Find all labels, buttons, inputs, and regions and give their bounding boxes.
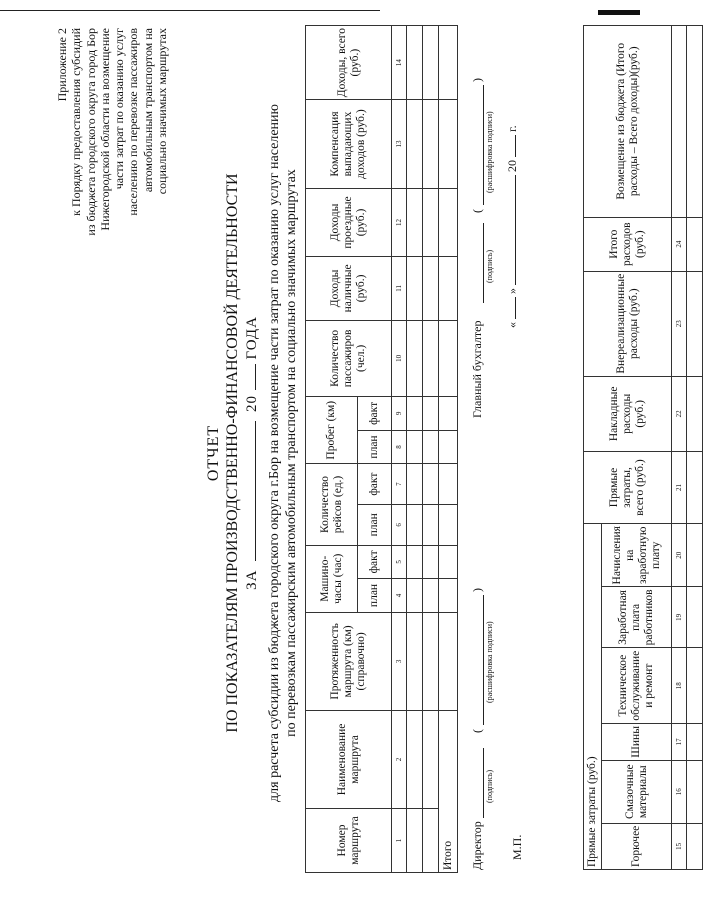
accountant-paren-open: ( [470,209,484,213]
date-year: 20 [505,160,519,172]
header-trips: Количество рейсов (ед.) [306,464,358,545]
column-number: 24 [672,217,687,271]
director-label: Директор [470,821,484,870]
column-number: 23 [672,271,687,376]
director-paren-open: ( [470,729,484,733]
header-salary: Заработная плата работников [602,587,672,648]
accountant-name-caption: (расшифровка подписи) [485,111,494,193]
column-number: 4 [392,579,407,613]
column-number-blank [672,26,687,218]
appendix-line: из бюджета городского округа город Бор [83,28,98,236]
column-number: 18 [672,648,687,724]
top-rule [0,10,380,11]
header-non-operating: Внереализационные расходы (руб.) [584,271,672,376]
column-number: 1 [392,808,407,872]
header-total-expenses: Итого расходов (руб.) [584,217,672,271]
stamp-label: М.П. [510,834,524,860]
header-direct-total: Прямые затраты, всего (руб.) [584,451,672,523]
header-fact: факт [358,397,392,431]
period-blank [255,421,256,561]
date-month-blank [515,175,516,285]
director-sign-line [483,748,484,818]
table-row [407,26,423,873]
header-compensation: Компенсация выпадающих доходов (руб.) [306,100,392,189]
header-plan: план [358,504,392,545]
report-period [244,18,261,888]
total-row [439,26,458,873]
column-number: 19 [672,587,687,648]
appendix-line: части затрат по оказанию услуг [112,28,127,190]
appendix-line: Нижегородской области на возмещение [97,28,112,231]
date-line [505,125,520,328]
appendix-line: социально значимых маршрутах [155,28,170,195]
accountant-sign-line [483,223,484,303]
report-purpose: для расчета субсидии из бюджета городского округа г.Бор на возмещение части затрат по оказанию услуг населению [267,104,282,802]
column-number: 11 [392,257,407,320]
appendix-line: Приложение 2 [55,28,69,102]
period-year-prefix: 20 [244,395,260,413]
director-name-line [483,595,484,725]
accountant-name-line [483,85,484,205]
header-plan: план [358,430,392,464]
header-route-number: Номер маршрута [306,808,392,872]
header-fuel: Горючее [602,823,672,869]
header-ticket-income: Доходы проездные (руб.) [306,188,392,256]
column-number: 6 [392,504,407,545]
column-number: 7 [392,464,407,505]
date-quote-open: « [505,322,519,328]
indicators-table [305,25,458,873]
appendix-note [55,28,169,328]
header-tires: Шины [602,724,672,761]
column-numbers-row [672,26,687,870]
column-number: 14 [392,26,407,100]
table-row [687,26,703,870]
column-number: 17 [672,724,687,761]
report-purpose-2: по перевозкам пассажирским автомобильным транспортом на социально значимых маршрутах [284,169,299,737]
date-quote-close: » [505,288,519,294]
report-title: ОТЧЕТ [205,424,222,482]
report-subtitle: ПО ПОКАЗАТЕЛЯМ ПРОИЗВОДСТВЕННО-ФИНАНСОВОЙ ДЕЯТЕЛЬНОСТИ [224,173,241,733]
column-number: 21 [672,451,687,523]
total-label: Итого [439,710,458,872]
header-fact: факт [358,545,392,579]
accountant-sign-caption: (подпись) [485,249,494,283]
accountant-paren-close: ) [470,78,484,82]
appendix-line: автомобильным транспортом на [140,28,155,193]
header-reimbursement: Возмещение из бюджета (Итого расходы – Всего доходы)(руб.) [584,26,672,218]
header-direct-costs: Прямые затраты (руб.) [584,524,602,870]
page-edge-bar [598,10,640,15]
header-route-name: Наименование маршрута [306,710,392,808]
date-g: г. [505,125,519,132]
appendix-line: к Порядку предоставления субсидий [69,28,84,216]
report-sheet [15,18,683,888]
column-number: 10 [392,320,407,397]
period-year-suffix: ГОДА [244,316,260,360]
column-number: 12 [392,188,407,256]
header-accruals: Начисления на заработную плату [602,524,672,587]
column-number: 3 [392,612,407,710]
header-maintenance: Техническое обслуживание и ремонт [602,648,672,724]
column-number: 9 [392,397,407,431]
header-route-length: Протяженность маршрута (км) (справочно) [306,612,392,710]
column-numbers-row [392,26,407,873]
date-day-blank [515,297,516,319]
header-cash-income: Доходы наличные (руб.) [306,257,392,320]
director-name-caption: (расшифровка подписи) [485,621,494,703]
header-lubricants: Смазочные материалы [602,760,672,823]
accountant-label: Главный бухгалтер [470,320,484,418]
column-number: 8 [392,430,407,464]
period-za: ЗА [244,569,260,590]
header-machine-hours: Машино-часы (час) [306,545,358,612]
header-total-income: Доходы, всего (руб.) [306,26,392,100]
column-number: 2 [392,710,407,808]
header-mileage: Пробег (км) [306,397,358,464]
column-number: 16 [672,760,687,823]
column-number: 20 [672,524,687,587]
table-row [423,26,439,873]
appendix-line: населению по перевозке пассажиров [126,28,141,216]
expenses-table [583,25,703,870]
column-number: 13 [392,100,407,189]
header-overhead: Накладные расходы (руб.) [584,376,672,451]
column-number: 5 [392,545,407,579]
date-year-blank [515,135,516,157]
director-paren-close: ) [470,588,484,592]
header-plan: план [358,579,392,613]
header-fact: факт [358,464,392,505]
director-sign-caption: (подпись) [485,769,494,803]
column-number: 22 [672,376,687,451]
header-passengers: Количество пассажиров (чел.) [306,320,392,397]
column-number: 15 [672,823,687,869]
year-blank [255,364,256,390]
